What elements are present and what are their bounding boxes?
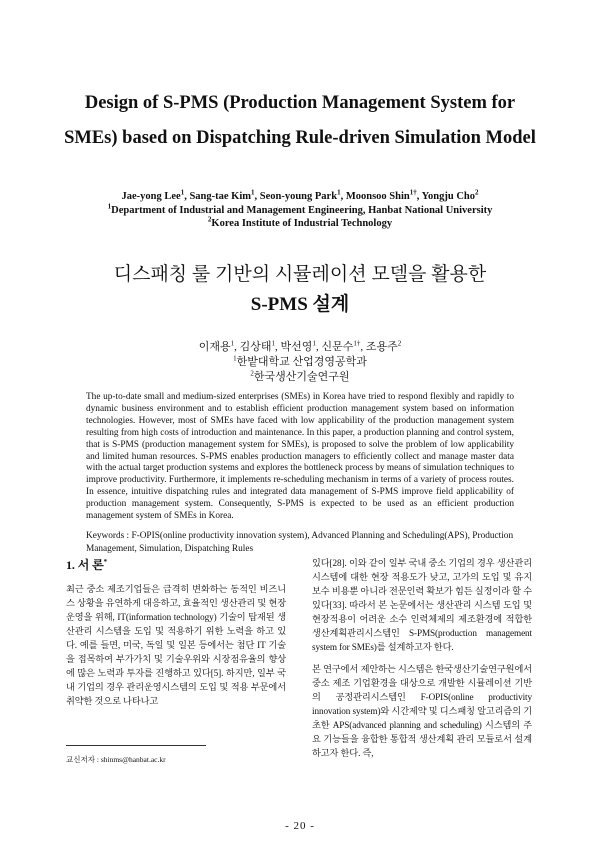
left-column [66, 558, 286, 708]
author-en: Moonsoo Shin$^{1\dagger}$, [345, 188, 422, 202]
page-number: - 20 - [285, 820, 315, 832]
author-list-en [60, 190, 540, 203]
footnote-divider [66, 745, 206, 746]
author-kr: 이재용$^1$, [198, 339, 240, 353]
author-kr: 조용주$^2$ [365, 339, 402, 353]
paper-title-kr [60, 260, 540, 320]
keywords: Keywords : F-OPIS(online productivity innovation system), Advanced Planning and Scheduling(APS), Production Management, Simulation, Dispatching Rules [86, 531, 514, 554]
affiliation-en: $^2$Korea Institute of Industrial Technology [207, 215, 393, 229]
body-paragraph: 본 연구에서 제안하는 시스템은 한국생산기술연구원에서 중소 제조 기업환경을 대상으로 개발한 시뮬레이션 기반의 공정관리시스템인 F-OPIS(online productivity innovation system)와 시간제약 및 디스패칭 알고리즘의 기초한 APS(advanced planning and scheduling) 시스템의 주요 기능들을 융합한 통합적 생산계획 관리 모듈로서 설계하고자 한다. 즉, [312, 664, 532, 758]
affiliation-list-en [60, 204, 540, 230]
author-en: Sang-tae Kim$^1$, [189, 188, 260, 202]
title-kr-line1: 디스패칭 룰 기반의 시뮬레이션 모델을 활용한 [113, 264, 487, 285]
paper-title-en: Design of S-PMS (Production Management System for SMEs) based on Dispatching Rule-driven Simulation Model [64, 93, 536, 148]
author-list-kr [60, 340, 540, 355]
author-en: Yongju Cho$^2$ [421, 188, 479, 202]
author-kr: 김상태$^1$, [239, 339, 281, 353]
affiliation-kr: $^2$한국생산기술연구원 [250, 369, 350, 383]
affiliation-en: $^1$Department of Industrial and Management Engineering, Hanbat National University [107, 202, 493, 216]
author-en: Seon-young Park$^1$, [259, 188, 346, 202]
author-kr: 박선영$^1$, [280, 339, 322, 353]
affiliation-kr: $^1$한밭대학교 산업경영공학과 [233, 354, 367, 368]
title-kr-line2: S-PMS 설계 [250, 294, 350, 315]
section-heading: 1. 서 론* [66, 558, 108, 572]
body-paragraph: 최근 중소 제조기업들은 급격히 변화하는 동적인 비즈니스 상황을 유연하게 대응하고, 효율적인 생산관리 및 현장운영을 위해, IT(information technology) 기술이 탑재된 생산관리 시스템을 도입 및 적용하기 위한 노력을 하고 있다. 예를 들면, 미국, 독일 및 일본 등에서는 첨단 IT 기술을 접목하여 부가가치 및 기술우위와 시장점유율의 향상에 많은 노력과 투자를 진행하고 있다[5]. 하지만, 일부 국내 기업의 경우 관리운영시스템의 도입 및 적용 부문에서 취약한 것으로 나타나고 [66, 584, 286, 706]
author-en: Jae-yong Lee$^1$, [121, 188, 190, 202]
footnote-corresponding-author: 교신저자 : shinms@hanbat.ac.kr [66, 755, 166, 764]
author-kr: 신문수$^{1\dagger}$, [321, 339, 366, 353]
body-paragraph: 있다[28]. 이와 같이 일부 국내 중소 기업의 경우 생산관리 시스템에 대한 현장 적용도가 낮고, 고가의 도입 및 유지보수 비용뿐 아니라 전문인력 확보가 힘든 실정이라 할 수 있다[33]. 따라서 본 논문에서는 생산관리 시스템 도입 및 현장적용이 어려운 소수 인력체제의 제조환경에 적합한 생산계획관리시스템인 S-PMS(production management system for SMEs)를 설계하고자 한다. [312, 558, 532, 652]
abstract: The up-to-date small and medium-sized enterprises (SMEs) in Korea have tried to respond flexibly and rapidly to dynamic business environment and to establish efficient production management system based on information technologies. However, most of SMEs have faced with low applicability of the production management system resulting from high costs of introduction and maintenance. In this paper, a production planning and control system, that is S-PMS (production management system for SMEs), is proposed to solve the problem of low applicability and limited human resources. S-PMS enables production managers to efficiently collect and manage master data with the actual target production systems and explores the bottleneck process by means of simulation techniques to improve productivity. Furthermore, it implements re-scheduling mechanism in terms of a variety of process routes. In essence, intuitive dispatching rules and integrated data management of S-PMS improve field applicability of production management system. Consequently, S-PMS is expected to be used as an efficient production management system of SMEs in Korea. [86, 392, 514, 522]
right-column [312, 556, 532, 760]
author-block-kr [60, 340, 540, 385]
